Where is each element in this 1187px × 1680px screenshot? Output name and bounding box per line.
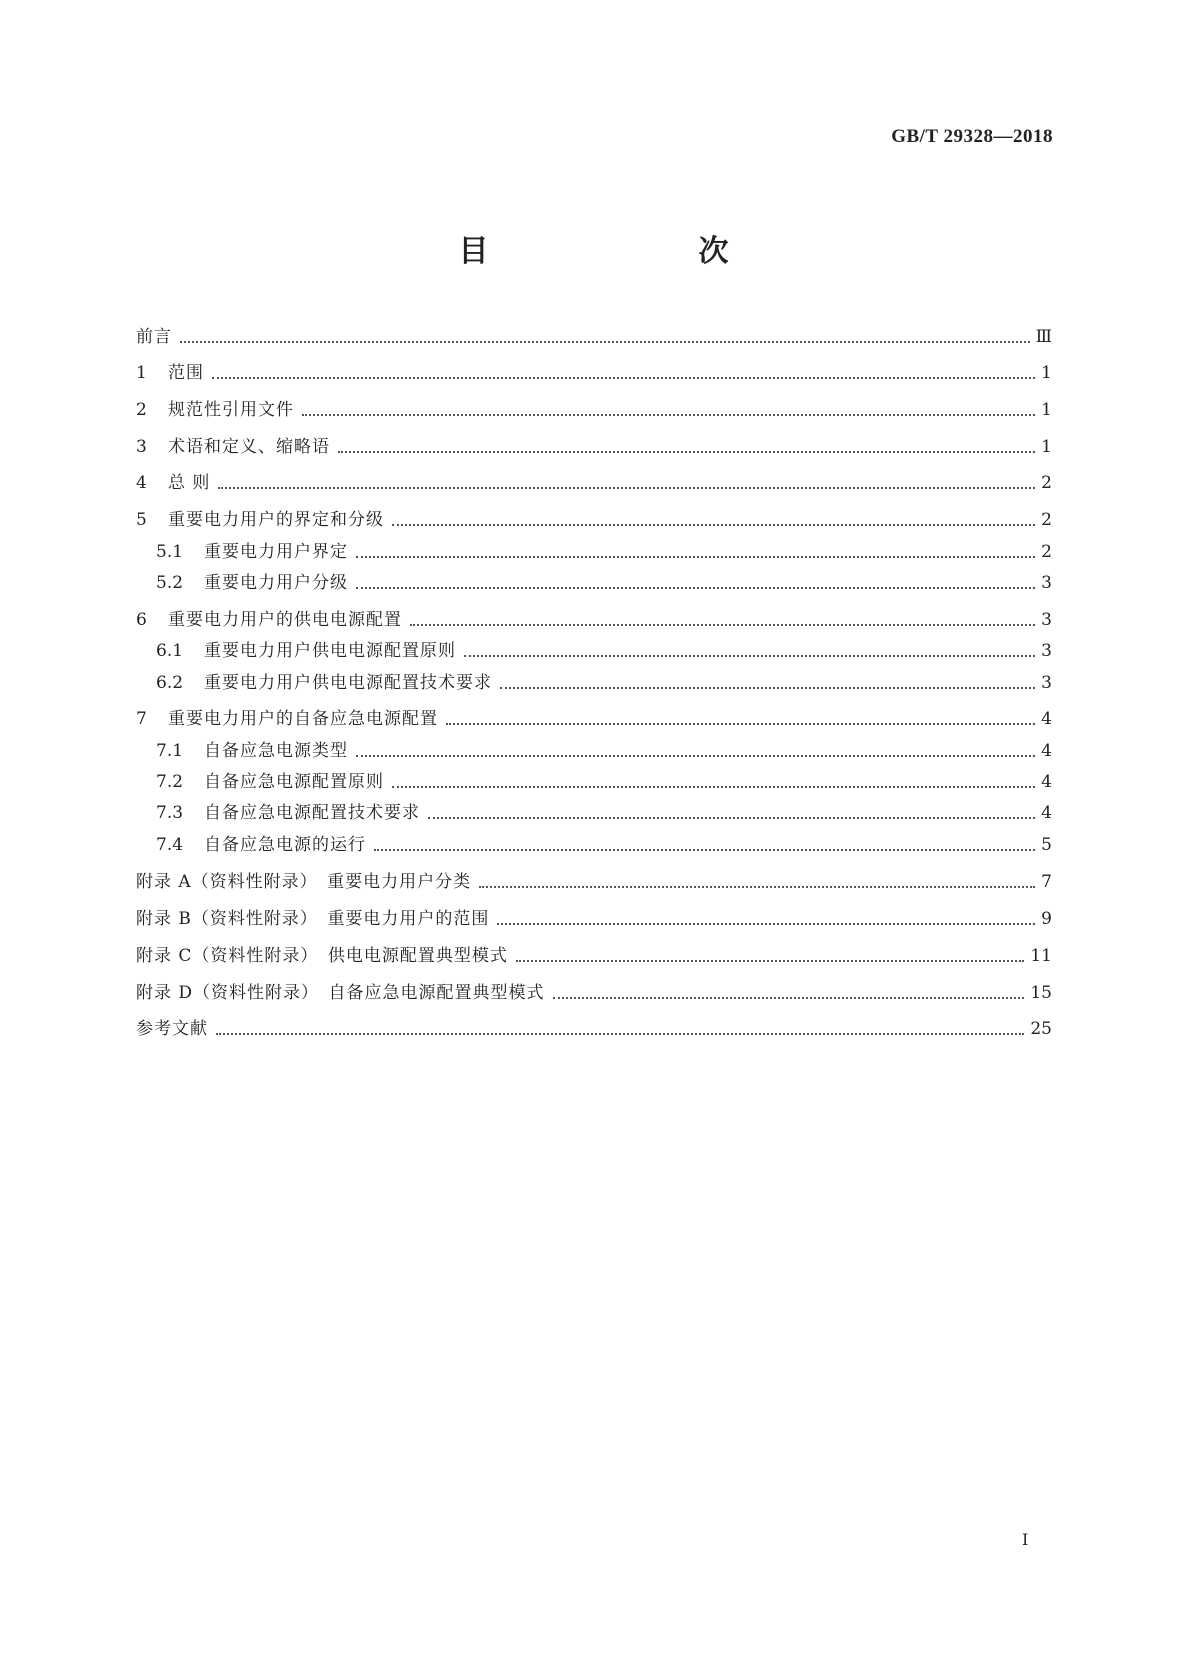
toc-entry-page: 9	[1041, 909, 1052, 929]
toc-entry-page: 1	[1041, 400, 1052, 420]
toc-entry-page: 3	[1041, 673, 1052, 693]
dot-leader	[374, 849, 1035, 851]
toc-entry-1[interactable]	[136, 360, 1052, 386]
dot-leader	[479, 886, 1035, 888]
toc-entry-7[interactable]	[136, 706, 1052, 732]
toc-entry-6[interactable]	[136, 607, 1052, 633]
toc-entry-label: 自备应急电源配置技术要求	[204, 803, 420, 823]
toc-entry-7-3[interactable]	[156, 800, 1052, 826]
page-title: 目 次	[458, 234, 779, 269]
toc-entry-appendix-c[interactable]	[136, 943, 1052, 969]
toc-entry-number: 7.4	[156, 835, 184, 855]
toc-entry-page: 2	[1041, 473, 1052, 493]
toc-entry-label: 附录 D（资料性附录） 自备应急电源配置典型模式	[136, 983, 545, 1003]
toc-entry-label: 术语和定义、缩略语	[168, 437, 330, 457]
toc-entry-number: 6.1	[156, 641, 184, 661]
toc-entry-label: 附录 A（资料性附录） 重要电力用户分类	[136, 872, 472, 892]
toc-entry-appendix-a[interactable]	[136, 869, 1052, 895]
toc-entry-label: 重要电力用户的界定和分级	[168, 510, 384, 530]
toc-entry-6-2[interactable]	[156, 670, 1052, 696]
toc-entry-number: 7.3	[156, 803, 184, 823]
toc-entry-label: 自备应急电源的运行	[204, 835, 366, 855]
toc-entry-page: 2	[1041, 510, 1052, 530]
toc-entry-page: 4	[1041, 741, 1052, 761]
page-number: I	[1022, 1530, 1029, 1549]
toc-entry-number: 7.1	[156, 741, 184, 761]
toc-entry-label: 重要电力用户的供电电源配置	[168, 610, 402, 630]
dot-leader	[356, 587, 1035, 589]
toc-entry-7-4[interactable]	[156, 832, 1052, 858]
toc-entry-number: 7	[136, 709, 147, 729]
toc-entry-number: 7.2	[156, 772, 184, 792]
toc-entry-label: 重要电力用户分级	[204, 573, 348, 593]
toc-entry-page: 7	[1041, 872, 1052, 892]
toc-entry-page: 3	[1041, 641, 1052, 661]
toc-entry-page: 3	[1041, 610, 1052, 630]
dot-leader	[392, 786, 1035, 788]
toc-entry-6-1[interactable]	[156, 638, 1052, 664]
toc-entry-preface[interactable]	[136, 324, 1052, 350]
dot-leader	[356, 755, 1035, 757]
toc-entry-label: 总 则	[168, 473, 211, 493]
dot-leader	[516, 960, 1024, 962]
toc-entry-references[interactable]	[136, 1016, 1052, 1042]
toc-entry-page: 2	[1041, 542, 1052, 562]
toc-entry-label: 规范性引用文件	[168, 400, 294, 420]
toc-entry-label: 重要电力用户供电电源配置技术要求	[204, 673, 492, 693]
toc-entry-label: 参考文献	[136, 1019, 208, 1039]
dot-leader	[428, 817, 1035, 819]
dot-leader	[338, 451, 1035, 453]
toc-entry-page: 1	[1041, 363, 1052, 383]
toc-entry-label: 重要电力用户供电电源配置原则	[204, 641, 456, 661]
dot-leader	[212, 377, 1035, 379]
dot-leader	[218, 487, 1035, 489]
toc-entry-3[interactable]	[136, 434, 1052, 460]
dot-leader	[410, 624, 1035, 626]
toc-entry-label: 重要电力用户的自备应急电源配置	[168, 709, 438, 729]
toc-entry-page: 11	[1030, 946, 1052, 966]
toc-entry-7-2[interactable]	[156, 769, 1052, 795]
toc-entry-number: 5.1	[156, 542, 184, 562]
toc-entry-appendix-d[interactable]	[136, 980, 1052, 1006]
toc-entry-4[interactable]	[136, 470, 1052, 496]
toc-entry-page: 25	[1030, 1019, 1052, 1039]
toc-entry-page: 5	[1041, 835, 1052, 855]
toc-entry-page: 4	[1041, 709, 1052, 729]
toc-entry-page: 4	[1041, 803, 1052, 823]
dot-leader	[500, 687, 1035, 689]
toc-entry-label: 范围	[168, 363, 204, 383]
toc-entry-appendix-b[interactable]	[136, 906, 1052, 932]
toc-entry-7-1[interactable]	[156, 738, 1052, 764]
toc-entry-5[interactable]	[136, 507, 1052, 533]
toc-entry-page: 3	[1041, 573, 1052, 593]
toc-entry-page: 1	[1041, 437, 1052, 457]
toc-entry-number: 6	[136, 610, 147, 630]
dot-leader	[216, 1033, 1024, 1035]
toc-entry-number: 2	[136, 400, 147, 420]
dot-leader	[180, 341, 1030, 343]
toc-entry-label: 附录 B（资料性附录） 重要电力用户的范围	[136, 909, 490, 929]
toc-entry-page: 15	[1030, 983, 1052, 1003]
toc-entry-page: 4	[1041, 772, 1052, 792]
toc-entry-label: 自备应急电源类型	[204, 741, 348, 761]
dot-leader	[392, 524, 1035, 526]
dot-leader	[446, 723, 1035, 725]
toc-entry-label: 附录 C（资料性附录） 供电电源配置典型模式	[136, 946, 508, 966]
toc-entry-number: 5	[136, 510, 147, 530]
dot-leader	[553, 997, 1025, 999]
toc-entry-5-1[interactable]	[156, 539, 1052, 565]
dot-leader	[356, 556, 1035, 558]
dot-leader	[464, 655, 1035, 657]
toc-entry-number: 3	[136, 437, 147, 457]
toc-entry-label: 前言	[136, 327, 172, 347]
toc-entry-5-2[interactable]	[156, 570, 1052, 596]
toc-entry-number: 1	[136, 363, 147, 383]
dot-leader	[302, 414, 1035, 416]
toc-entry-label: 自备应急电源配置原则	[204, 772, 384, 792]
toc-entry-label: 重要电力用户界定	[204, 542, 348, 562]
toc-entry-number: 6.2	[156, 673, 184, 693]
dot-leader	[497, 923, 1035, 925]
toc-entry-number: 5.2	[156, 573, 184, 593]
toc-entry-number: 4	[136, 473, 147, 493]
toc-entry-2[interactable]	[136, 397, 1052, 423]
toc-entry-page: Ⅲ	[1035, 327, 1052, 347]
standard-code: GB/T 29328—2018	[891, 126, 1053, 147]
